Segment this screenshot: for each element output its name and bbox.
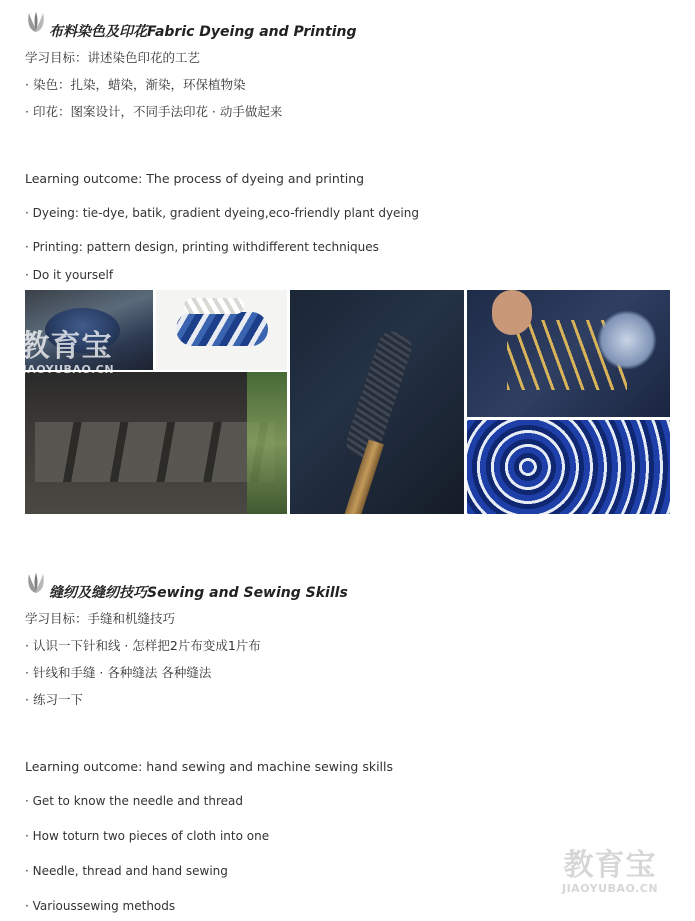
bullet-en-hand-sewing: · Needle, thread and hand sewing xyxy=(25,864,228,878)
learning-goal-cn: 学习目标：讲述染色印花的工艺 xyxy=(25,50,201,65)
learning-goal-cn-sewing: 学习目标：手缝和机缝技巧 xyxy=(25,611,176,626)
photo-batik-wax-painting xyxy=(467,290,670,417)
photo-twisted-fabric-rope xyxy=(156,290,287,370)
leaf-emblem-icon xyxy=(25,10,47,34)
bullet-en-printing: · Printing: pattern design, printing withdifferent techniques xyxy=(25,240,379,254)
bullet-en-methods: · Varioussewing methods xyxy=(25,899,176,913)
bullet-cn-practice: · 练习一下 xyxy=(25,692,83,707)
bullet-en-dyeing: · Dyeing: tie-dye, batik, gradient dyeing,eco-friendly plant dyeing xyxy=(25,206,419,220)
bullet-en-diy: · Do it yourself xyxy=(25,268,114,282)
bullet-cn-hand-sewing: · 针线和手缝 · 各种缝法 各种缝法 xyxy=(25,665,212,680)
leaf-emblem-icon xyxy=(25,571,47,595)
bullet-cn-needle: · 认识一下针和线 · 怎样把2片布变成1片布 xyxy=(25,638,261,653)
learning-outcome-en: Learning outcome: The process of dyeing and printing xyxy=(25,171,365,186)
bullet-cn-printing: · 印花：图案设计，不同手法印花 · 动手做起来 xyxy=(25,104,283,119)
watermark-jiaoyubao-photo: 教育宝 JIAOYUBAO.CN xyxy=(18,329,115,376)
photo-dye-vats xyxy=(25,372,287,514)
learning-outcome-en-sewing: Learning outcome: hand sewing and machine sewing skills xyxy=(25,759,394,774)
watermark-jiaoyubao-corner: 教育宝 JIAOYUBAO.CN xyxy=(562,848,659,895)
bullet-cn-dyeing: · 染色：扎染，蜡染，渐染，环保植物染 xyxy=(25,77,246,92)
photo-tie-dye-bundles xyxy=(467,420,670,514)
section-title-sewing: 缝纫及缝纫技巧Sewing and Sewing Skills xyxy=(49,585,348,601)
bullet-en-needle: · Get to know the needle and thread xyxy=(25,794,243,808)
bullet-en-two-pieces: · How toturn two pieces of cloth into one xyxy=(25,829,270,843)
section-title-dyeing: 布料染色及印花Fabric Dyeing and Printing xyxy=(49,24,357,40)
photo-thread-spool xyxy=(290,290,464,514)
